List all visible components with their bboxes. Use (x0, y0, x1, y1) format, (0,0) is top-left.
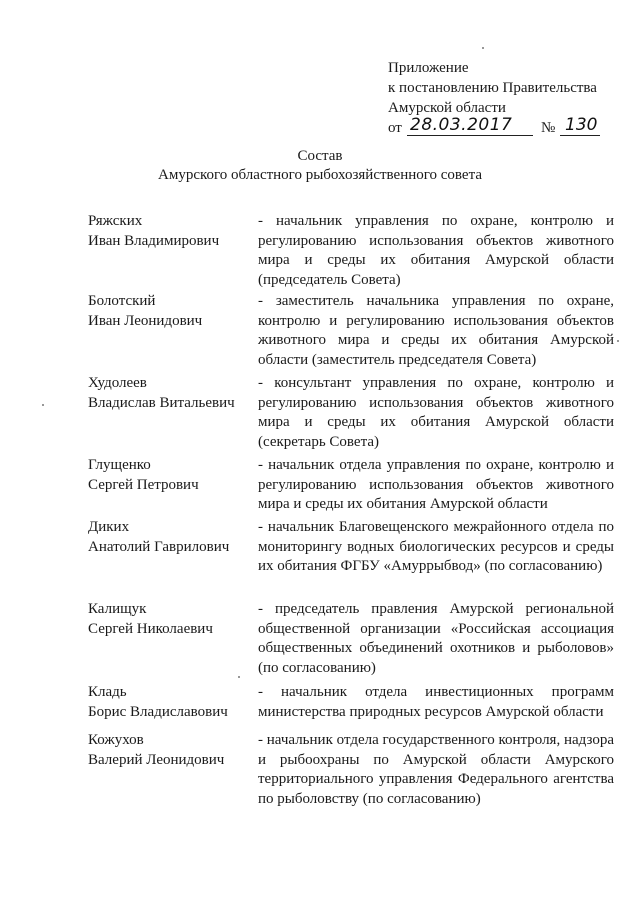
decree-reference (388, 115, 628, 140)
member-role: - председатель правления Амурской региональной общественной организации «Российская ассоциация общественных объединений охотников и рыболовов» (по согласованию) (258, 601, 614, 676)
member-name (88, 212, 253, 251)
member-given-names: Валерий Леонидович (88, 751, 225, 768)
member-name (88, 518, 253, 557)
member-surname: Глущенко (88, 457, 151, 473)
member-role: - начальник отдела управления по охране, контролю и регулированию использования объектов животного мира и среды их обитания Амурской области (258, 457, 614, 512)
member-role: - начальник отдела государственного контроля, надзора и рыбоохраны по Амурской области Амурского территориального управления Федерального агентства по рыболовству (по согласованию) (258, 732, 614, 807)
scan-speck (42, 404, 44, 406)
appendix-line-2: к постановлению Правительства (388, 80, 597, 96)
document-subtitle: Амурского областного рыбохозяйственного совета (158, 167, 482, 183)
member-given-names: Иван Владимирович (88, 232, 220, 249)
member-surname: Болотский (88, 293, 156, 309)
member-surname: Кожухов (88, 732, 144, 748)
member-role: - начальник Благовещенского межрайонного отдела по мониторингу водных биологических ресурсов и среды их обитания ФГБУ «Амуррыбвод» (по согласованию) (258, 519, 614, 574)
member-name (88, 292, 253, 331)
member-role: - начальник управления по охране, контролю и регулированию использования объектов животного мира и среды их обитания Амурской области (председатель Совета) (258, 213, 614, 288)
date-prefix: от (388, 120, 402, 136)
member-role: - начальник отдела инвестиционных программ министерства природных ресурсов Амурской области (258, 684, 614, 720)
member-name (88, 600, 253, 639)
number-underline (560, 135, 600, 136)
appendix-line-1: Приложение (388, 60, 469, 76)
member-role: - консультант управления по охране, контролю и регулированию использования объектов животного мира и среды их обитания Амурской области (секретарь Совета) (258, 375, 614, 450)
member-name (88, 683, 253, 722)
handwritten-date: 28.03.2017 (410, 115, 513, 135)
member-given-names: Сергей Петрович (88, 476, 199, 493)
scan-speck (482, 47, 484, 49)
member-given-names: Иван Леонидович (88, 312, 203, 329)
member-surname: Кладь (88, 684, 127, 700)
member-surname: Ряжских (88, 213, 143, 229)
member-role: - заместитель начальника управления по охране, контролю и регулированию использования объектов животного мира и среды их обитания Амурской области (заместитель председателя Совета) (258, 293, 614, 368)
date-underline (407, 135, 533, 136)
member-surname: Калищук (88, 601, 147, 617)
scan-speck (617, 340, 619, 342)
document-title: Состав (297, 148, 343, 164)
appendix-header (388, 58, 628, 140)
member-name (88, 731, 253, 770)
handwritten-number: 130 (565, 115, 598, 135)
member-name (88, 374, 253, 413)
scan-speck (238, 676, 240, 678)
member-surname: Худолеев (88, 375, 147, 391)
member-given-names: Борис Владиславович (88, 703, 228, 720)
member-name (88, 456, 253, 495)
appendix-line-3: Амурской области (388, 100, 506, 116)
member-given-names: Сергей Николаевич (88, 620, 213, 637)
member-given-names: Владислав Витальевич (88, 394, 235, 411)
member-surname: Диких (88, 519, 130, 535)
member-given-names: Анатолий Гаврилович (88, 538, 230, 555)
number-prefix: № (541, 120, 556, 136)
